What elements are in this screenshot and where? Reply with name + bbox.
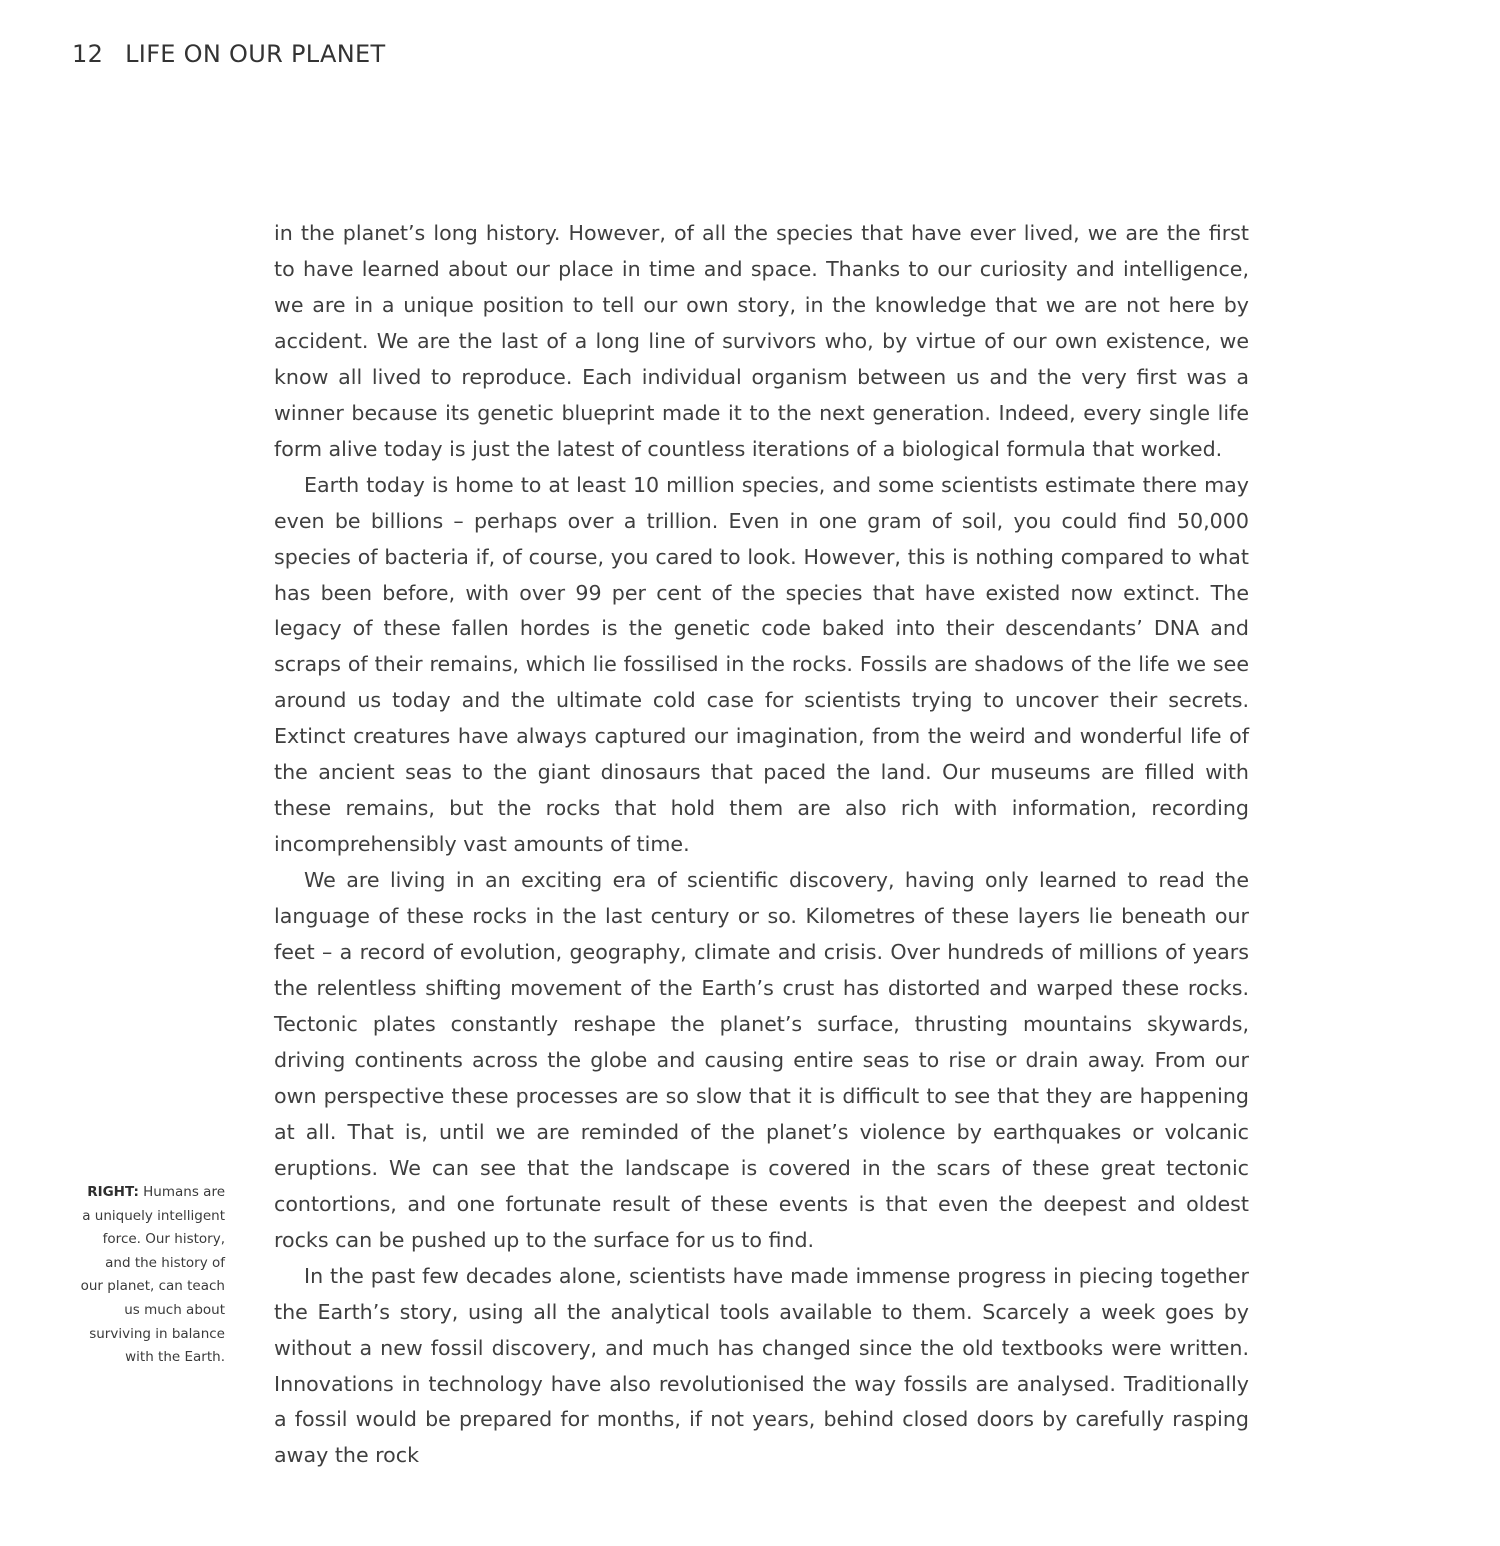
- caption-text: Humans are a uniquely intelligent force. Our history, and the history of our planet, can teach us much about surviving in balance with the Earth.: [80, 1184, 225, 1366]
- body-text: [274, 216, 1249, 1474]
- image-caption: [80, 1181, 225, 1370]
- caption-label: RIGHT:: [87, 1184, 139, 1200]
- paragraph-rocks: We are living in an exciting era of scientific discovery, having only learned to read the language of these rocks in the last century or so. Kilometres of these layers lie beneath our feet – a record of evolution, geography, climate and crisis. Over hundreds of millions of years the relentless shifting movement of the Earth’s crust has distorted and warped these rocks. Tectonic plates constantly reshape the planet’s surface, thrusting mountains skywards, driving continents across the globe and causing entire seas to rise or drain away. From our own perspective these processes are so slow that it is difficult to see that they are happening at all. That is, until we are reminded of the planet’s violence by earthquakes or volcanic eruptions. We can see that the landscape is covered in the scars of these great tectonic contortions, and one fortunate result of these events is that even the deepest and oldest rocks can be pushed up to the surface for us to find.: [274, 868, 1249, 1252]
- paragraph-progress: In the past few decades alone, scientists have made immense progress in piecing together the Earth’s story, using all the analytical tools available to them. Scarcely a week goes by without a new fossil discovery, and much has changed since the old textbooks were written. Innovations in technology have also revolutionised the way fossils are analysed. Traditionally a fossil would be prepared for months, if not years, behind closed doors by carefully rasping away the rock: [274, 1263, 1249, 1468]
- paragraph-continued: in the planet’s long history. However, of all the species that have ever lived, we are the first to have learned about our place in time and space. Thanks to our curiosity and intelligence, we are in a unique position to tell our own story, in the knowledge that we are not here by accident. We are the last of a long line of survivors who, by virtue of our own existence, we know all lived to reproduce. Each individual organism between us and the very first was a winner because its genetic blueprint made it to the next generation. Indeed, every single life form alive today is just the latest of countless iterations of a biological formula that worked.: [274, 221, 1249, 461]
- running-head: [72, 40, 385, 68]
- paragraph-species: Earth today is home to at least 10 million species, and some scientists estimate there may even be billions – perhaps over a trillion. Even in one gram of soil, you could find 50,000 species of bacteria if, of course, you cared to look. However, this is nothing compared to what has been before, with over 99 per cent of the species that have existed now extinct. The legacy of these fallen hordes is the genetic code baked into their descendants’ DNA and scraps of their remains, which lie fossilised in the rocks. Fossils are shadows of the life we see around us today and the ultimate cold case for scientists trying to uncover their secrets. Extinct creatures have always captured our imagination, from the weird and wonderful life of the ancient seas to the giant dinosaurs that paced the land. Our museums are filled with these remains, but the rocks that hold them are also rich with information, recording incomprehensibly vast amounts of time.: [274, 472, 1249, 857]
- page-number: 12: [72, 40, 104, 68]
- chapter-title: LIFE ON OUR PLANET: [125, 40, 386, 68]
